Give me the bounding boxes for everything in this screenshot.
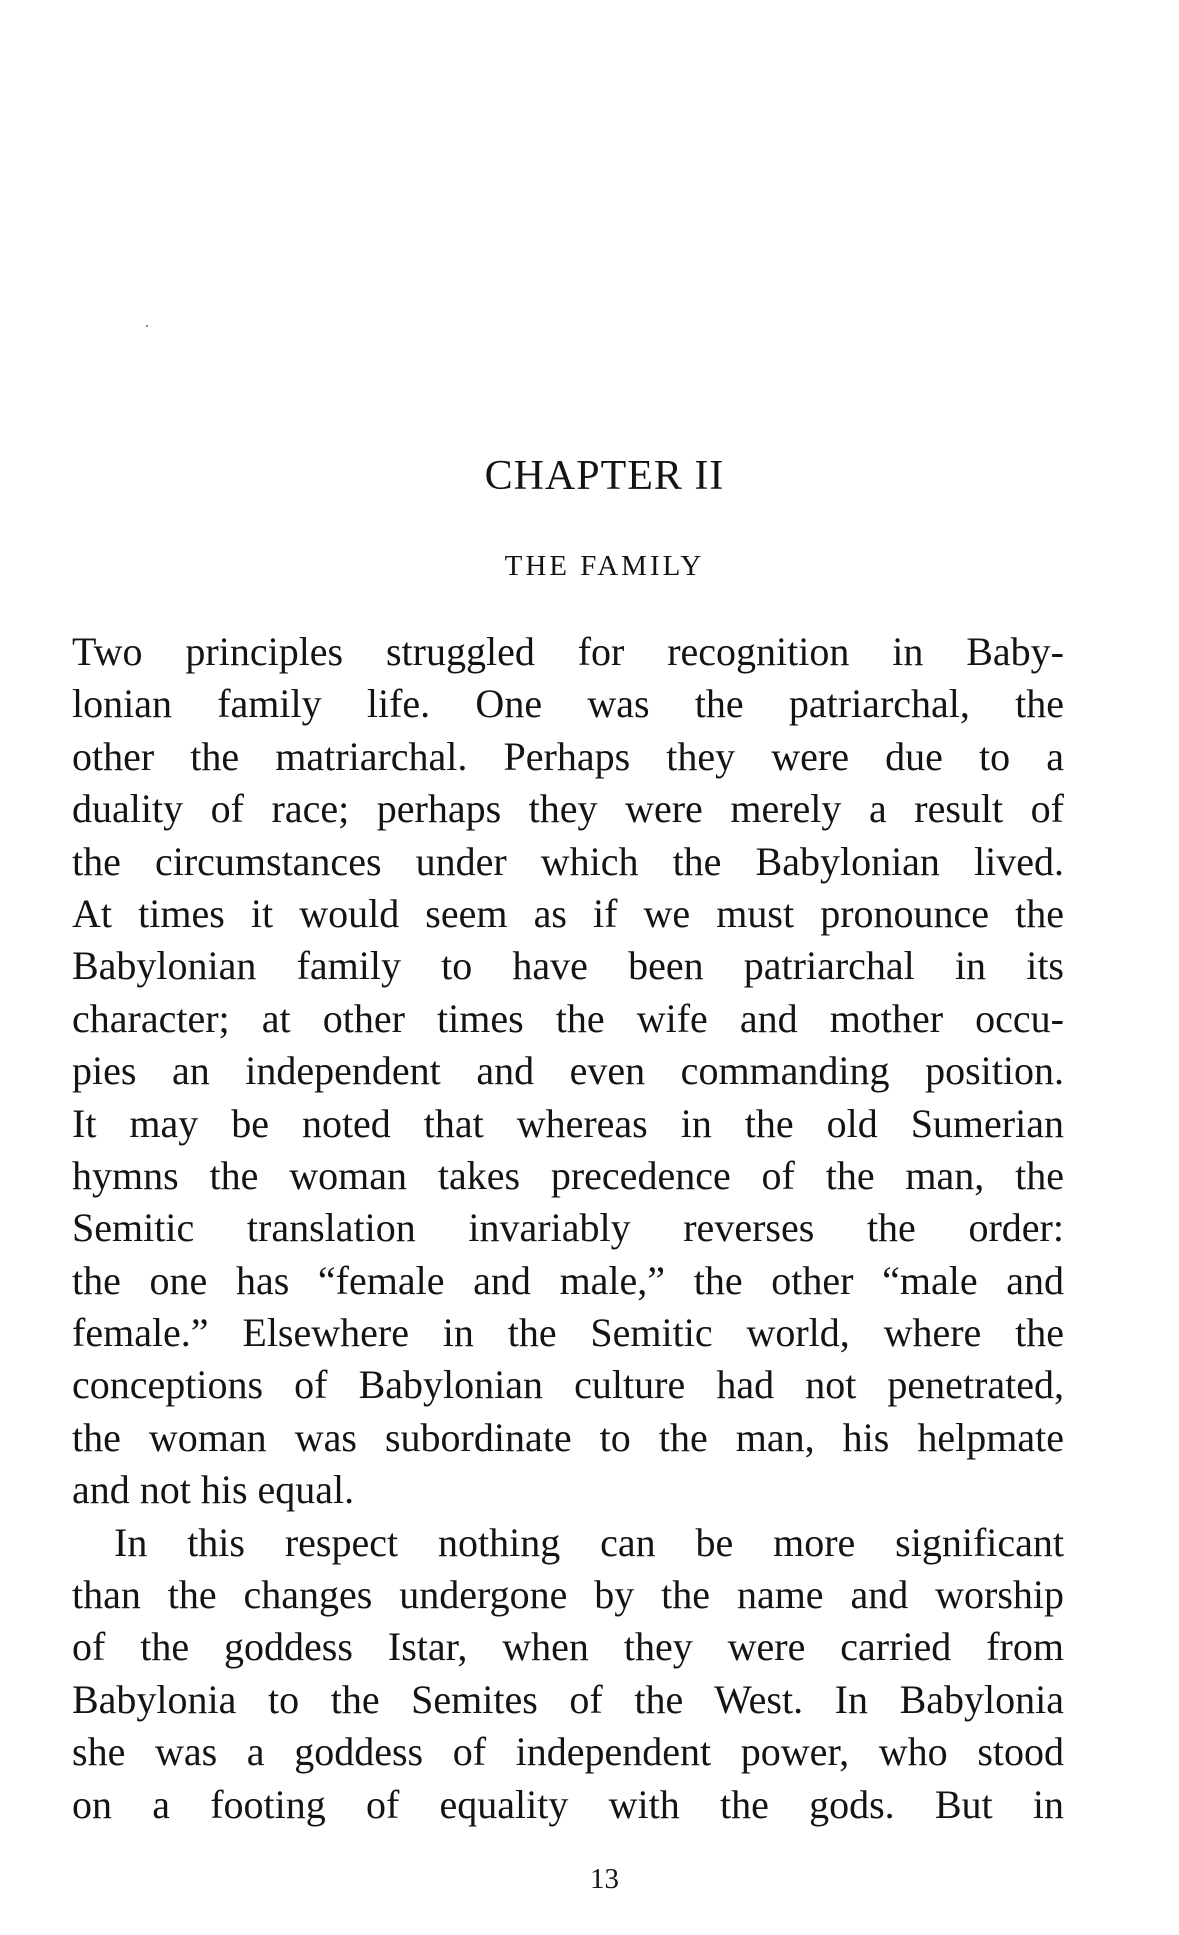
- text-line: the woman was subordinate to the man, his helpmate: [72, 1414, 1064, 1460]
- text-line: It may be noted that whereas in the old Sumerian: [72, 1100, 1064, 1146]
- text-line: the circumstances under which the Babylonian lived.: [72, 838, 1064, 884]
- text-line: she was a goddess of independent power, who stood: [72, 1729, 1064, 1775]
- text-line: Two principles struggled for recognition in Baby-: [72, 629, 1064, 674]
- text-line: of the goddess Istar, when they were carried from: [72, 1624, 1064, 1670]
- text-line: than the changes undergone by the name and worship: [72, 1572, 1064, 1618]
- text-line: Babylonia to the Semites of the West. In Babylonia: [72, 1676, 1064, 1722]
- paragraph-end-line: and not his equal.: [72, 1467, 355, 1513]
- text-line: Babylonian family to have been patriarchal in its: [72, 943, 1064, 989]
- text-line: At times it would seem as if we must pronounce the: [72, 890, 1064, 936]
- text-line: female.” Elsewhere in the Semitic world, where the: [72, 1310, 1064, 1356]
- chapter-subtitle: THE FAMILY: [504, 550, 705, 582]
- body-text: [72, 626, 1064, 1831]
- text-line: pies an independent and even commanding position.: [72, 1048, 1064, 1094]
- paragraph-start-line: In this respect nothing can be more significant: [114, 1519, 1064, 1565]
- text-line: Semitic translation invariably reverses the order:: [72, 1205, 1064, 1251]
- text-line: duality of race; perhaps they were merely a result of: [72, 786, 1064, 832]
- chapter-title: CHAPTER II: [484, 453, 725, 499]
- paper-speck: [146, 325, 148, 327]
- text-line: character; at other times the wife and mother occu-: [72, 995, 1064, 1041]
- page-number: 13: [590, 1863, 619, 1895]
- text-line: the one has “female and male,” the other “male and: [72, 1257, 1064, 1303]
- text-line: on a footing of equality with the gods. But in: [72, 1781, 1064, 1827]
- text-line: other the matriarchal. Perhaps they were due to a: [72, 733, 1064, 779]
- text-line: hymns the woman takes precedence of the man, the: [72, 1152, 1064, 1198]
- text-line: lonian family life. One was the patriarchal, the: [72, 681, 1064, 727]
- text-line: conceptions of Babylonian culture had not penetrated,: [72, 1362, 1064, 1408]
